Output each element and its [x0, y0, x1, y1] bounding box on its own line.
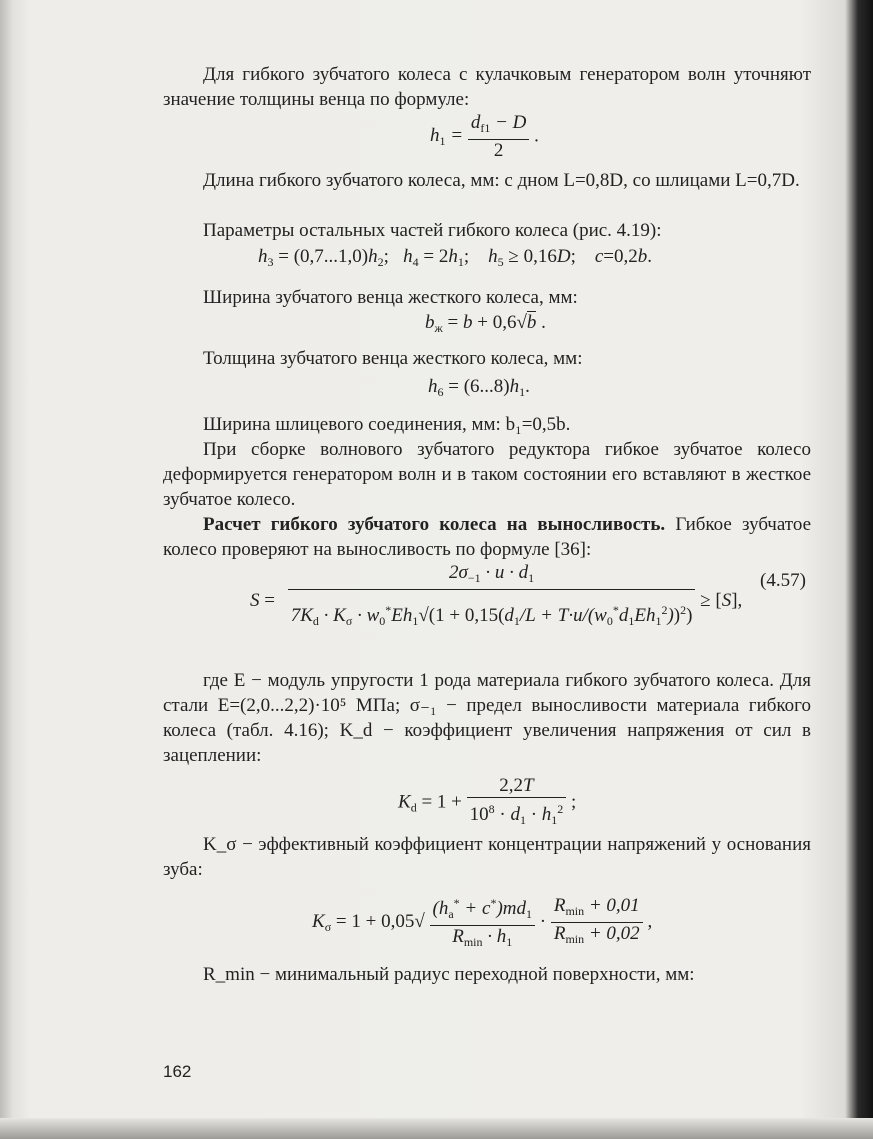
formula-h6: $h_6 = (6...8)h_1$.	[428, 376, 530, 399]
equation-number: (4.57)	[760, 570, 806, 591]
page-left-edge	[0, 0, 14, 1139]
paragraph-9: где E − модуль упругости 1 рода материала гибкого зубчатого колеса. Для стали E=(2,0...2,2)·10⁵ МПа; σ₋₁ − предел выносливости материала гибкого колеса (табл. 4.16); K_d − коэффициент увеличения напряжения от сил в зацеплении:	[163, 670, 811, 766]
paragraph-3: Параметры остальных частей гибкого колеса (рис. 4.19):	[203, 220, 662, 241]
formula-ksigma: $K_\sigma = 1 + 0,05√$ $\frac{(h_a^* + c^*)md_1}{R_{min} \cdot h_1}$ · $\frac{R_{min} + 0,01}{R_{min} + 0,02}$ ,	[312, 892, 652, 953]
paragraph-8	[163, 512, 811, 562]
paragraph-5: Толщина зубчатого венца жесткого колеса, мм:	[203, 348, 583, 369]
formula-kd: $K_d = 1$ + $\frac{2,2T}{10^8 \cdot d_1 \cdot h_1^2}$ ;	[398, 775, 577, 827]
paragraph-10: K_σ − эффективный коэффициент концентрации напряжений у основания зуба:	[163, 834, 811, 880]
paragraph-7: При сборке волнового зубчатого редуктора гибкое зубчатое колесо деформируется генератором волн и в таком состоянии его вставляют в жесткое зубчатое колесо.	[163, 439, 811, 510]
paragraph-8-text: Гибкое зубчатое колесо проверяют на выносливость по формуле [36]:	[163, 514, 811, 560]
paragraph-2: Длина гибкого зубчатого колеса, мм: с дном L=0,8D, со шлицами L=0,7D.	[203, 170, 800, 191]
paragraph-11: R_min − минимальный радиус переходной поверхности, мм:	[203, 964, 695, 985]
paragraph-1: Для гибкого зубчатого колеса с кулачковым генератором волн уточняют значение толщины венца по формуле:	[163, 64, 811, 110]
formula-parameters: $h_3 = (0,7...1,0)h_2$; $h_4 = 2h_1$; $h_5 \ge 0,16D$; c=0,2b.	[258, 246, 653, 269]
formula-bzh: $b_ж = b + 0,6√b$ .	[425, 312, 546, 335]
page-bottom-edge	[0, 1118, 873, 1139]
section-heading: Расчет гибкого зубчатого колеса на выносливость.	[203, 514, 666, 535]
formula-h1: $h_1$ = $\frac{d_{f1} - D}{2}$ .	[430, 112, 539, 161]
page-number: 162	[163, 1062, 192, 1081]
paragraph-6: Ширина шлицевого соединения, мм: b₁=0,5b.	[203, 414, 571, 435]
formula-4-57: S = $\frac{2\sigma_{-1} \cdot u \cdot d_1}{7K_d \cdot K_\sigma \cdot w_0^*Eh_1√(1 + 0,15(d_1/L + T\cdot u/(w_0^*d_1Eh_1^2))^2)}$ ≥ [S],	[250, 562, 743, 628]
paragraph-4: Ширина зубчатого венца жесткого колеса, мм:	[203, 287, 578, 308]
